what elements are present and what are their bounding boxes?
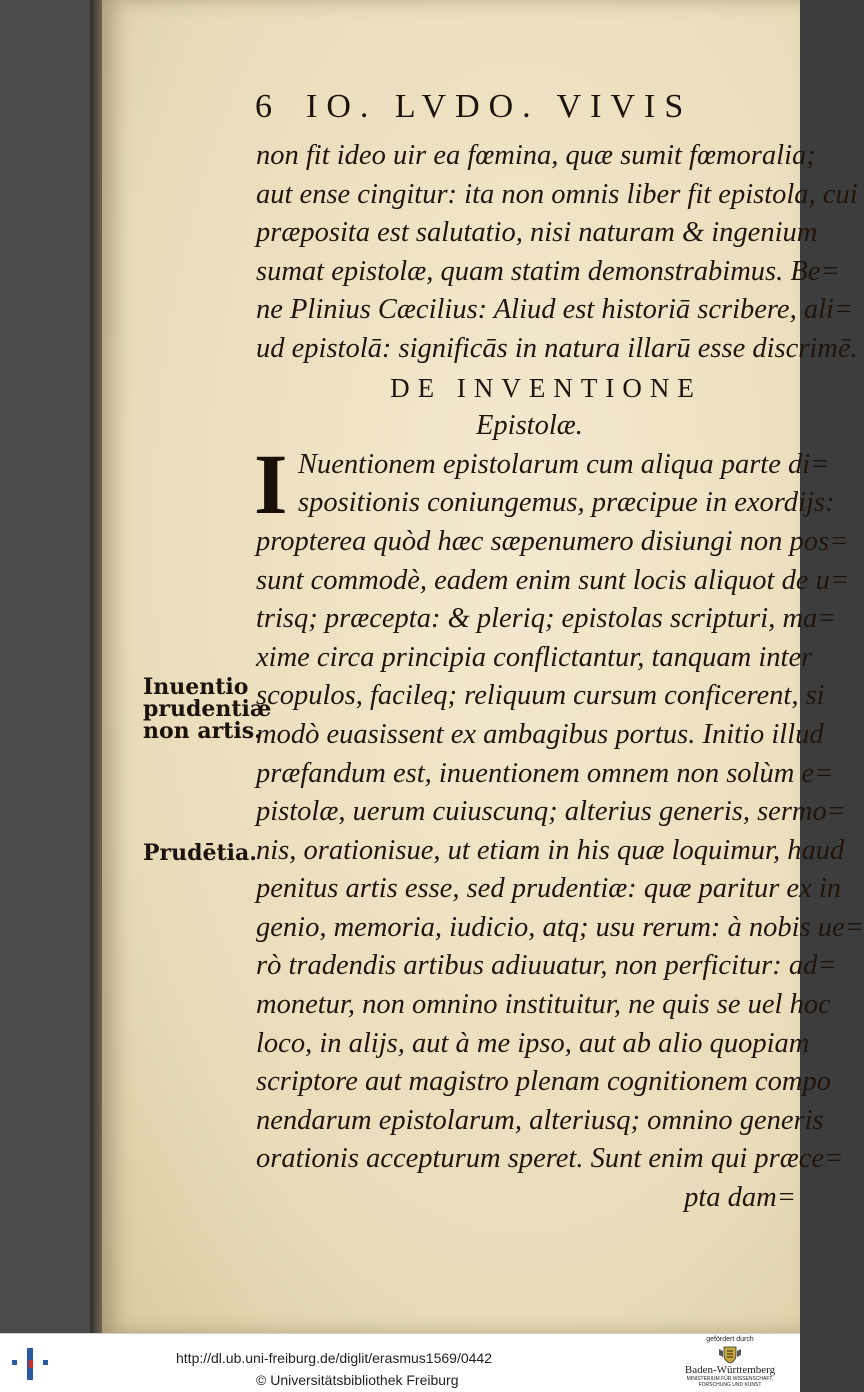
section-heading: DE INVENTIONE (390, 372, 702, 403)
body-text (254, 137, 864, 1218)
text-line: rò tradendis artibus adiuuatur, non perficitur: ad= (256, 950, 837, 982)
text-line: sunt commodè, eadem enim sunt locis aliquot de u= (256, 564, 850, 596)
drop-capital: I (254, 435, 288, 532)
margin-note-line: non artis. (143, 718, 262, 744)
running-header (255, 88, 795, 126)
margin-note-prudentia: Prudētia. (143, 840, 257, 866)
text-line: præfandum est, inuentionem omnem non solùm e= (256, 757, 834, 789)
margin-note-line: Inuentio (143, 674, 249, 700)
text-line: nis, orationisue, ut etiam in his quæ loquimur, haud (256, 834, 845, 866)
viewer-footer (0, 1333, 800, 1392)
text-line: nendarum epistolarum, alteriusq; omnino generis (256, 1104, 824, 1136)
text-line: xime circa principia conflictantur, tanquam inter (256, 641, 813, 673)
text-line: monetur, non omnino instituitur, ne quis se uel hoc (256, 989, 831, 1021)
text-line: modò euasissent ex ambagibus portus. Initio illud (256, 718, 824, 750)
text-line: penitus artis esse, sed prudentiæ: quæ paritur ex in (256, 873, 842, 905)
text-line: genio, memoria, iudicio, atq; usu rerum: à nobis ue= (256, 911, 864, 943)
text-line: non fit ideo uir ea fœmina, quæ sumit fœmoralia; (256, 140, 816, 171)
text-line: propterea quòd hæc sæpenumero disiungi non pos= (256, 525, 849, 557)
text-line: præposita est salutatio, nisi naturam & ingenium (256, 217, 818, 249)
page-number: 6 (255, 88, 272, 125)
text-line: sumat epistolæ, quam statim demonstrabimus. Be= (256, 255, 840, 287)
text-line: orationis accepturum speret. Sunt enim qui præce= (256, 1143, 844, 1175)
text-line: ud epistolā: significās in natura illarū esse discrimē. (256, 332, 858, 364)
baden-wuerttemberg-crest-icon (717, 1344, 743, 1364)
sponsor-label: gefördert durch (706, 1336, 754, 1343)
catchword: pta dam= (684, 1182, 796, 1214)
text-line: trisq; præcepta: & pleriq; epistolas scripturi, ma= (256, 603, 837, 635)
text-line: scopulos, facileq; reliquum cursum conficerent, si (256, 680, 825, 712)
text-line: spositionis coniungemus, præcipue in exordijs: (298, 487, 835, 519)
margin-note-line: prudentiæ (143, 696, 272, 722)
margin-note-inventio (143, 676, 271, 742)
section-subheading: Epistolæ. (476, 410, 583, 442)
text-line: aut ense cingitur: ita non omnis liber fit epistola, cui (256, 178, 858, 210)
copyright-text: © Universitätsbibliothek Freiburg (256, 1372, 459, 1388)
ub-freiburg-logo-icon (10, 1346, 50, 1382)
text-line: scriptore aut magistro plenam cognitionem compo (256, 1066, 831, 1098)
running-title: IO. LVDO. VIVIS (306, 88, 693, 125)
initial-line-text: Nuentionem epistolarum cum aliqua parte di= (298, 448, 830, 480)
sponsor-block (670, 1336, 790, 1390)
text-line: ne Plinius Cæcilius: Aliud est historiā scribere, ali= (256, 294, 854, 326)
text-line: loco, in alijs, aut à me ipso, aut ab alio quopiam (256, 1027, 810, 1059)
sponsor-name: Baden-Württemberg (684, 1364, 776, 1376)
sponsor-ministry: MINISTERIUM FÜR WISSENSCHAFT, FORSCHUNG UND KUNST (686, 1376, 774, 1388)
text-line: pistolæ, uerum cuiuscunq; alterius generis, sermo= (256, 796, 846, 828)
permalink-url[interactable]: http://dl.ub.uni-freiburg.de/diglit/erasmus1569/0442 (176, 1350, 492, 1366)
